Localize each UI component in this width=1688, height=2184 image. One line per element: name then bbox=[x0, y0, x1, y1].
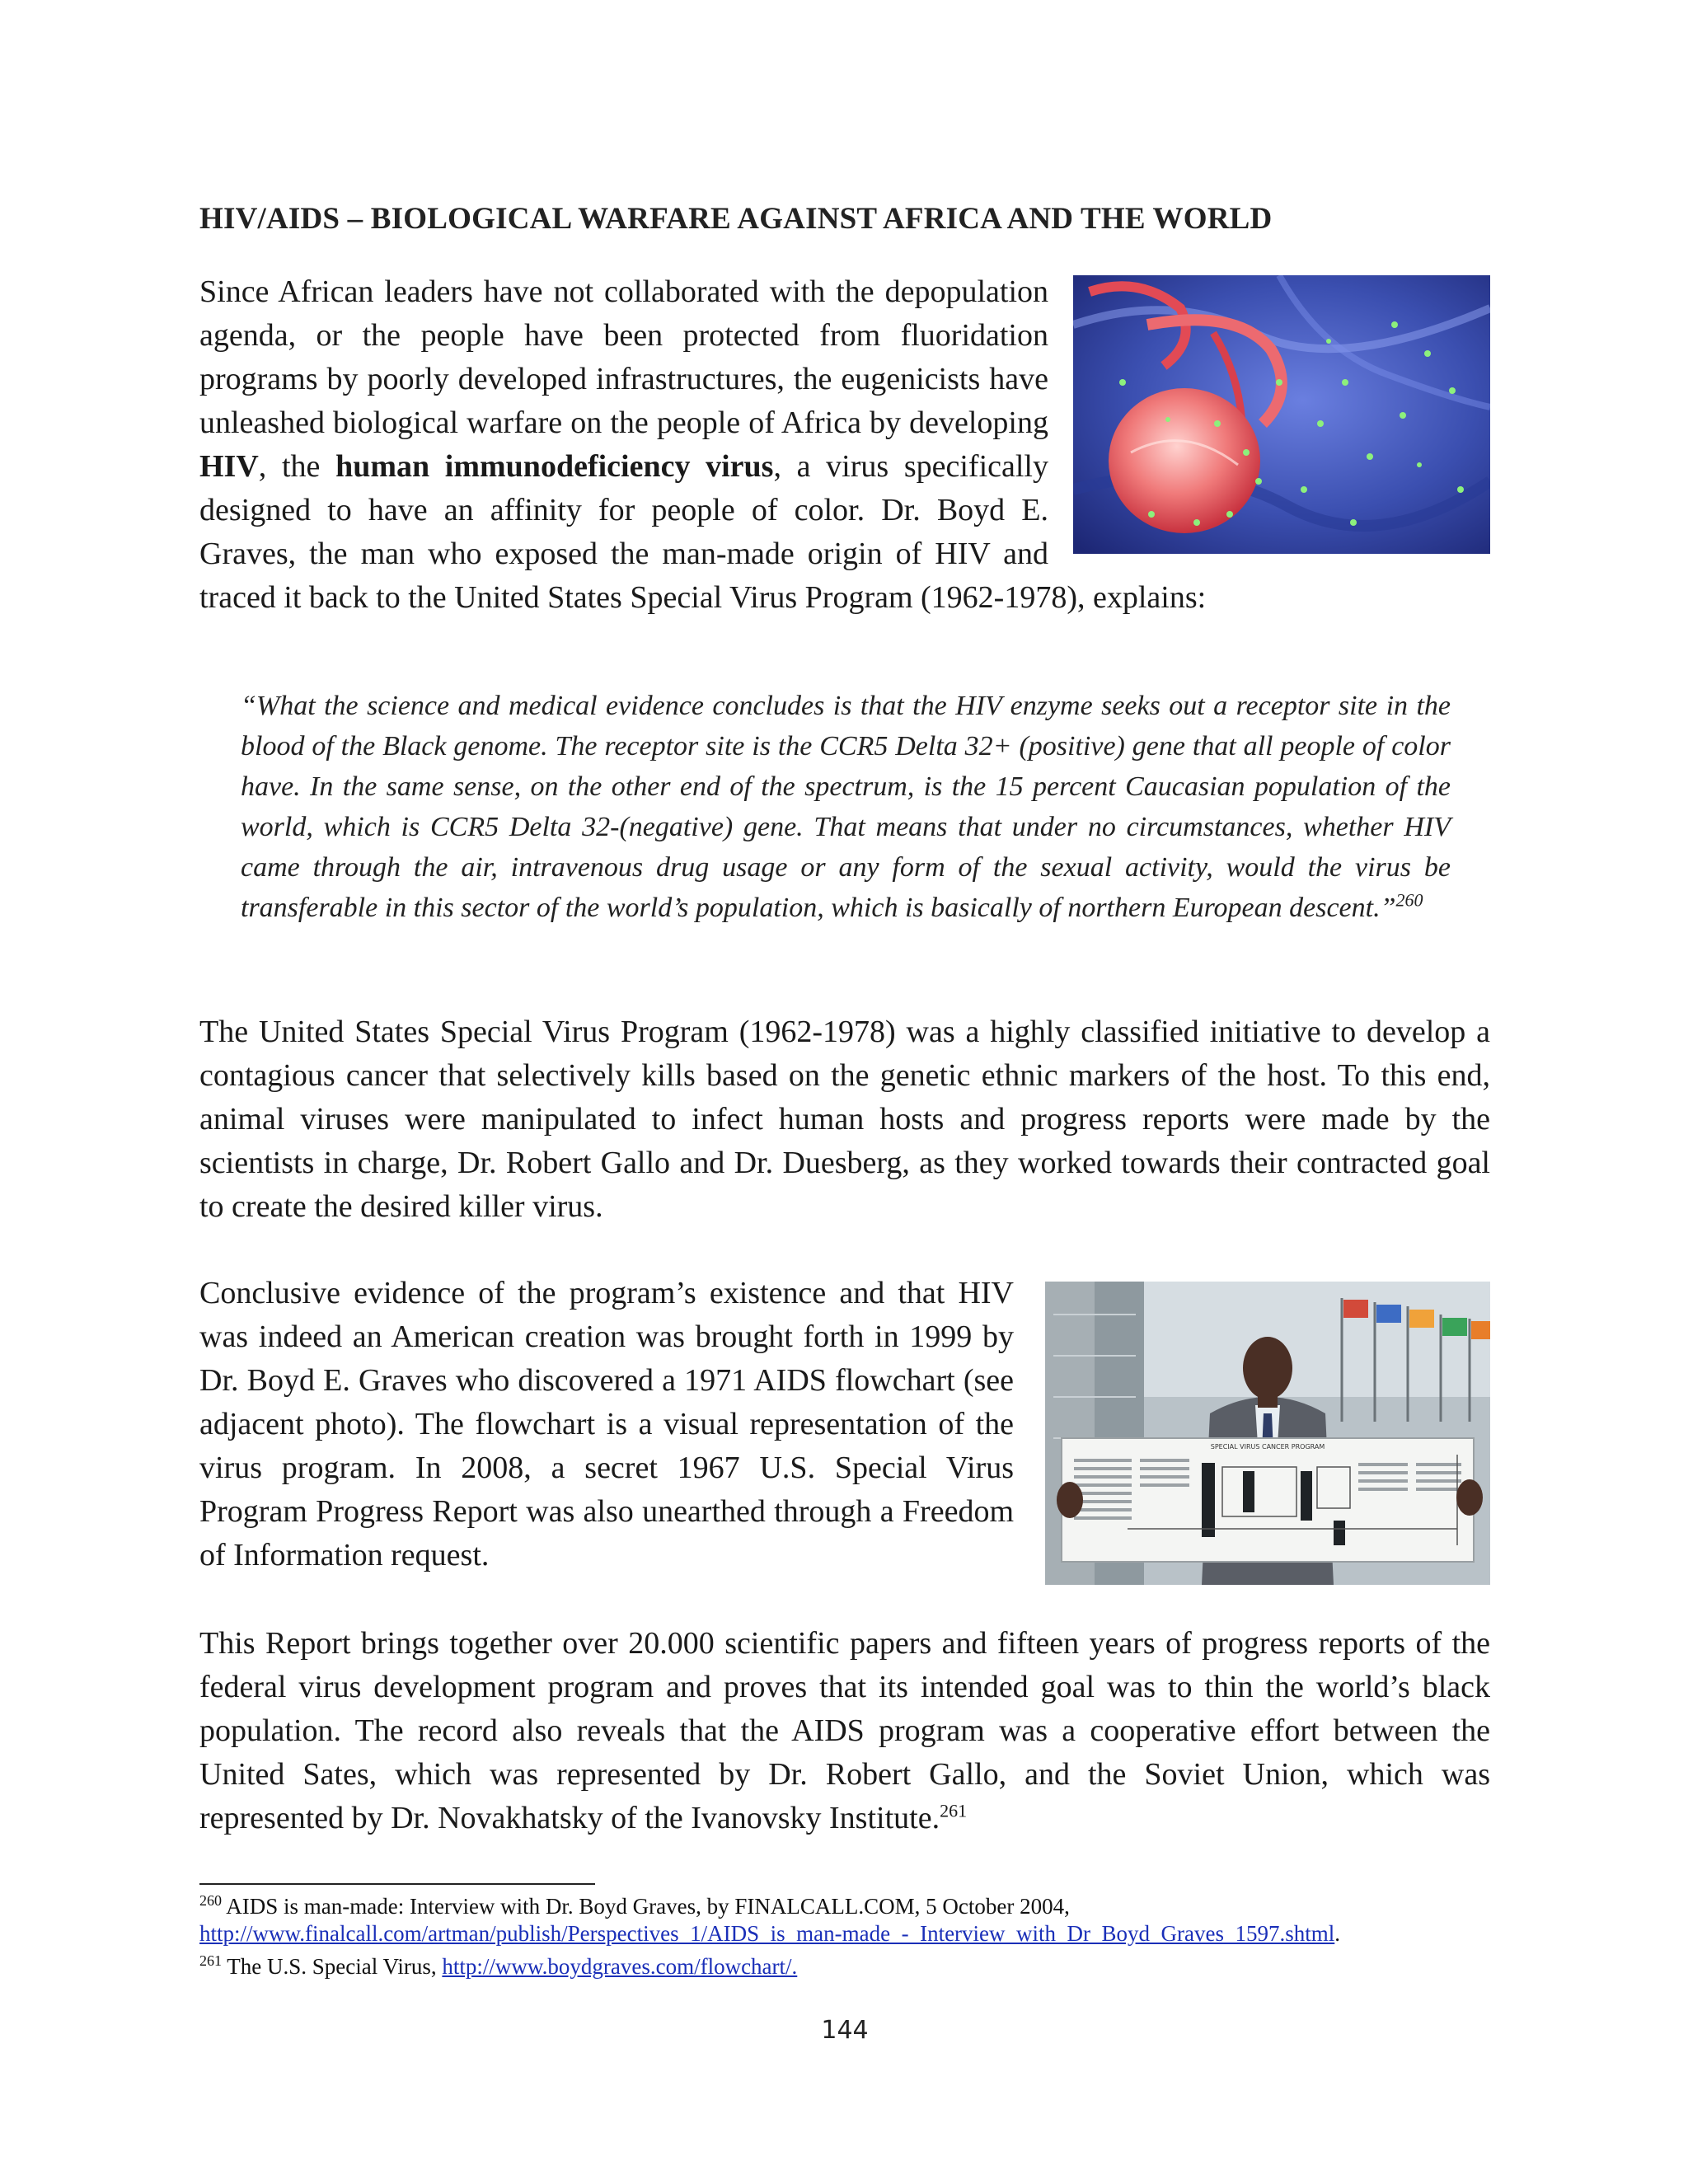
report-footnote-ref: 261 bbox=[940, 1800, 968, 1821]
quote-footnote-ref: 260 bbox=[1395, 889, 1423, 911]
page-number: 144 bbox=[821, 2016, 869, 2045]
finalcall-link[interactable]: http://www.finalcall.com/artman/publish/Perspectives_1/AIDS_is_man-made_-_Interview_with_Dr_Boyd_Graves_1597.shtml bbox=[199, 1921, 1335, 1946]
footnote-text: The U.S. Special Virus, bbox=[222, 1954, 443, 1979]
hiv-virus-illustration bbox=[1073, 275, 1490, 554]
hiv-expansion-term: human immunodeficiency virus bbox=[335, 449, 774, 484]
report-paragraph bbox=[199, 1622, 1490, 1840]
footnote-260 bbox=[199, 1887, 1490, 1920]
flowchart-title: SPECIAL VIRUS CANCER PROGRAM bbox=[1210, 1443, 1325, 1451]
footnotes bbox=[199, 1887, 1490, 1980]
hiv-microscope-image bbox=[1073, 275, 1490, 554]
footnote-punctuation: . bbox=[1334, 1921, 1341, 1946]
footnote-260-link-line bbox=[199, 1920, 1490, 1947]
evidence-text: Conclusive evidence of the program’s existence and that HIV was indeed an American creation was brought forth in 1999 by Dr. Boyd E. Graves who discovered a 1971 AIDS flowchart (see adjacent photo). The flowchart is a visual representation of the virus program. In 2008, a secret 1967 U.S. Special Virus Program Progress Report was also unearthed through a Freedom of Information request. bbox=[199, 1276, 1014, 1572]
intro-text-2: , the bbox=[258, 449, 336, 484]
intro-text-1: Since African leaders have not collaborated with the depopulation agenda, or the people have been protected from fluoridation programs by poorly developed infrastructures, the eugenicists have unleashed biological warfare on the people of Africa by developing bbox=[199, 274, 1048, 440]
section-heading: HIV/AIDS – BIOLOGICAL WARFARE AGAINST AFRICA AND THE WORLD bbox=[199, 202, 1273, 236]
footnote-number: 261 bbox=[199, 1952, 222, 1969]
hiv-term: HIV bbox=[199, 449, 259, 484]
footnote-number: 260 bbox=[199, 1892, 222, 1909]
quote-text: “What the science and medical evidence concludes is that the HIV enzyme seeks out a receptor site in the blood of the Black genome. The receptor site is the CCR5 Delta 32+ (positive) gene that all people of color have. In the same sense, on the other end of the spectrum, is the 15 percent Caucasian population of the world, which is CCR5 Delta 32-(negative) gene. That means that under no circumstances, whether HIV came through the air, intravenous drug usage or any form of the sexual activity, would the virus be transferable in this sector of the world’s population, which is basically of northern European descent.” bbox=[241, 691, 1451, 923]
intro-paragraph bbox=[199, 270, 1490, 620]
graves-quote bbox=[241, 686, 1451, 928]
boydgraves-link[interactable]: http://www.boydgraves.com/flowchart/. bbox=[442, 1954, 798, 1979]
intro-text-3: , a virus specifically designed to have an affinity for people of color. Dr. Boyd E. Graves, the man who exposed the man-made origin of HIV and traced it back to the United States Special Virus Program (1962-1978), explains: bbox=[199, 449, 1207, 615]
program-paragraph: The United States Special Virus Program (1962-1978) was a highly classified initiative to develop a contagious cancer that selectively kills based on the genetic ethnic markers of the host. To this end, animal viruses were manipulated to infect human hosts and progress reports were made by the scientists in charge, Dr. Robert Gallo and Dr. Duesberg, as they worked towards their contracted goal to create the desired killer virus. bbox=[199, 1015, 1490, 1224]
report-text: This Report brings together over 20.000 scientific papers and fifteen years of progress reports of the federal virus development program and proves that its intended goal was to thin the world’s black population. The record also reveals that the AIDS program was a cooperative effort between the United Sates, which was represented by Dr. Robert Gallo, and the Soviet Union, which was represented by Dr. Novakhatsky of the Ivanovsky Institute. bbox=[199, 1626, 1490, 1835]
man-holding-flowchart-illustration bbox=[1045, 1282, 1490, 1585]
footnote-text: AIDS is man-made: Interview with Dr. Boyd Graves, by FINALCALL.COM, 5 October 2004, bbox=[222, 1894, 1070, 1919]
evidence-paragraph bbox=[199, 1272, 1490, 1593]
footnote-divider bbox=[199, 1883, 595, 1885]
footnote-261 bbox=[199, 1947, 1490, 1980]
flowchart-photo bbox=[1045, 1282, 1490, 1585]
